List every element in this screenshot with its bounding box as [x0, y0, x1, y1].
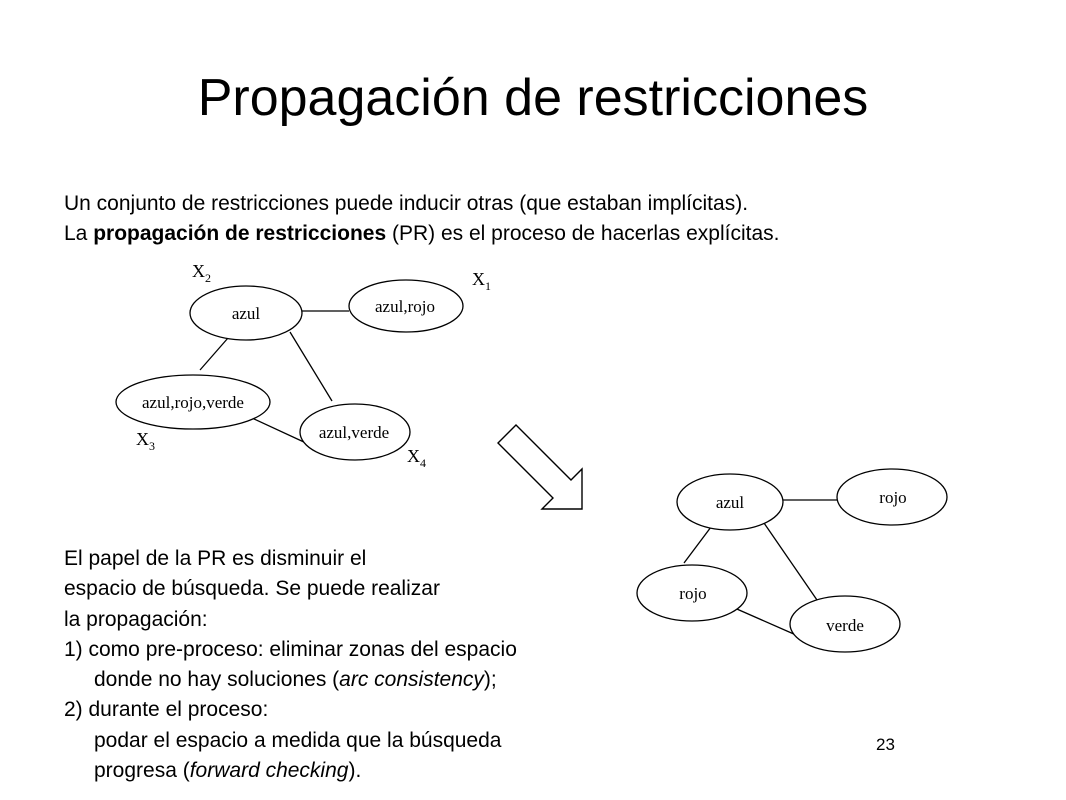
intro-line-1: Un conjunto de restricciones puede inducir otras (que estaban implícitas).	[64, 192, 749, 215]
after-node-x3-domain: rojo	[679, 584, 707, 603]
graph-before	[116, 261, 491, 470]
edge-x2-x3	[200, 338, 228, 370]
body-line-3: la propagación:	[64, 607, 208, 631]
body-line-8-italic: forward checking	[189, 759, 349, 783]
edge-after-x2-x3	[684, 527, 711, 563]
edge-x3-x4	[252, 418, 306, 443]
transform-arrow-icon	[498, 425, 582, 509]
body-line-8-prefix: progresa (	[94, 759, 190, 783]
body-line-6: 2) durante el proceso:	[64, 698, 269, 722]
intro-line-2-prefix: La	[64, 222, 94, 245]
node-x3-domain: azul,rojo,verde	[142, 393, 244, 412]
after-node-x2-domain: azul	[715, 493, 745, 512]
node-x1-domain: azul,rojo	[375, 297, 435, 316]
label-x2-sub: 2	[205, 271, 211, 285]
edge-x2-x4	[290, 332, 332, 401]
label-x4-sub: 4	[420, 456, 426, 470]
after-node-x1-domain: rojo	[879, 488, 907, 507]
body-line-7: podar el espacio a medida que la búsqueda	[94, 728, 502, 752]
label-x4-var: X	[407, 446, 420, 466]
label-x3-var: X	[136, 429, 149, 449]
label-x3	[136, 429, 155, 453]
label-x1-sub: 1	[485, 279, 491, 293]
intro-line-2-suffix: (PR) es el proceso de hacerlas explícitas.	[386, 222, 780, 245]
body-line-5	[64, 665, 517, 695]
body-line-5-italic: arc consistency	[339, 668, 484, 692]
node-x2-domain: azul	[231, 304, 261, 323]
edge-after-x3-x4	[730, 606, 796, 635]
body-line-5-prefix: donde no hay soluciones (	[94, 668, 340, 692]
body-line-1: El papel de la PR es disminuir el	[64, 547, 367, 570]
body-text	[64, 544, 517, 786]
label-x4	[407, 446, 426, 470]
intro-line-2-bold: propagación de restricciones	[93, 222, 387, 245]
body-line-2: espacio de búsqueda. Se puede realizar	[64, 577, 440, 601]
edge-after-x2-x4	[764, 523, 817, 600]
body-line-5-suffix: );	[483, 668, 497, 692]
slide-title: Propagación de restricciones	[197, 69, 869, 127]
label-x1-var: X	[472, 269, 485, 289]
body-line-8-suffix: ).	[348, 759, 362, 783]
label-x2	[192, 261, 211, 285]
graph-after	[637, 469, 947, 652]
body-line-4: 1) como pre-proceso: eliminar zonas del espacio	[64, 637, 517, 661]
label-x1	[472, 269, 491, 293]
label-x2-var: X	[192, 261, 205, 281]
page-number: 23	[876, 735, 895, 754]
body-line-8	[64, 756, 517, 786]
label-x3-sub: 3	[149, 439, 155, 453]
after-node-x4-domain: verde	[826, 616, 864, 635]
node-x4-domain: azul,verde	[318, 423, 390, 442]
